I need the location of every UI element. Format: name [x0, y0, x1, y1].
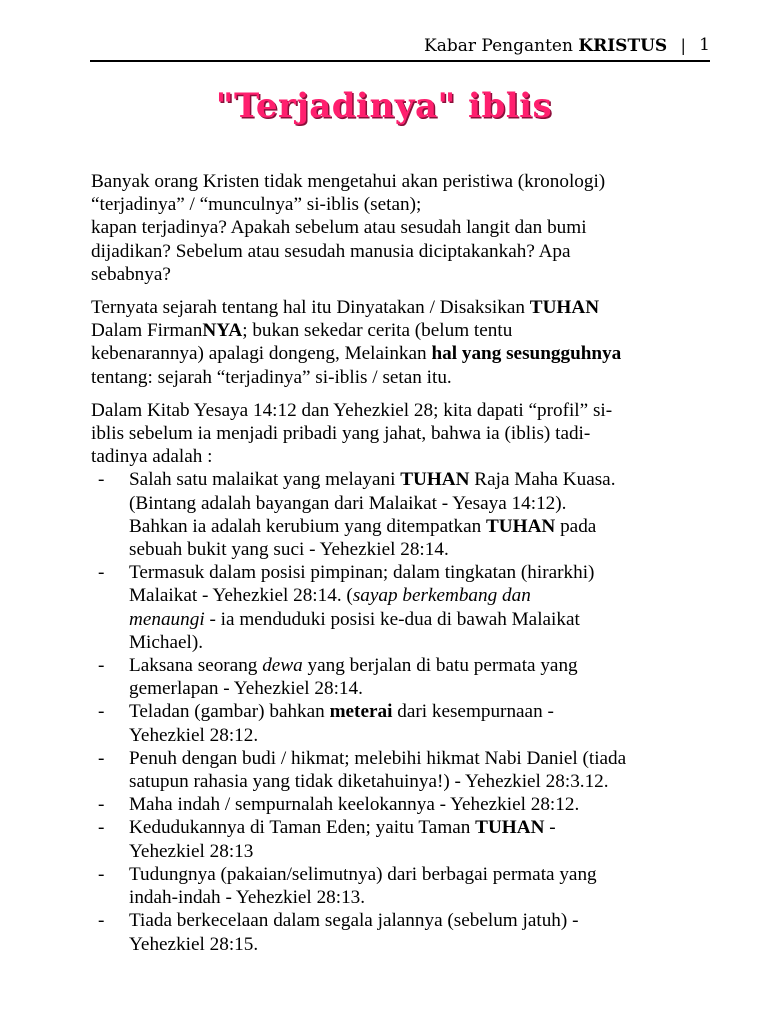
text-span: Dalam Kitab Yesaya 14:12 dan Yehezkiel 28; kita dapati “profil” si-: [91, 399, 613, 421]
text-span: -: [98, 910, 105, 932]
list-item: [91, 816, 708, 862]
text-span: kapan terjadinya? Apakah sebelum atau sesudah langit dan bumi: [91, 217, 587, 239]
text-span: -: [98, 469, 105, 491]
text-span: gemerlapan - Yehezkiel 28:14.: [129, 678, 363, 700]
text-span: TUHAN: [529, 297, 600, 319]
text-span: Malaikat - Yehezkiel 28:14. (: [129, 585, 353, 607]
text-span: Laksana seorang: [129, 655, 263, 677]
text-span: Penuh dengan budi / hikmat; melebihi hikmat Nabi Daniel (tiada: [129, 747, 627, 769]
text-span: Yehezkiel 28:13: [129, 840, 254, 862]
text-span: -: [98, 863, 105, 885]
text-span: Raja Maha Kuasa.: [469, 469, 616, 491]
text-span: Michael).: [129, 631, 204, 653]
text-span: -: [98, 794, 105, 816]
text-span: sebabnya?: [91, 263, 171, 285]
text-span: -: [98, 655, 105, 677]
text-span: indah-indah - Yehezkiel 28:13.: [129, 887, 366, 909]
list-item: [91, 468, 708, 561]
text-span: dari kesempurnaan -: [392, 701, 554, 723]
text-span: Teladan (gambar) bahkan: [129, 701, 330, 723]
text-span: sayap berkembang dan: [352, 585, 531, 607]
list-item: [91, 863, 708, 909]
text-span: kebenarannya) apalagi dongeng, Melainkan: [91, 343, 432, 365]
text-span: -: [98, 817, 105, 839]
text-span: meterai: [329, 701, 393, 723]
text-span: tentang: sejarah “terjadinya” si-iblis / setan itu.: [91, 366, 452, 388]
list-item: [91, 561, 708, 654]
paragraph-profile: [91, 399, 708, 469]
running-header: [90, 30, 710, 62]
list-item: [91, 747, 708, 793]
text-span: Kedudukannya di Taman Eden; yaitu Taman: [129, 817, 476, 839]
text-span: TUHAN: [400, 469, 470, 491]
header-separator: |: [681, 34, 686, 55]
text-span: Maha indah / sempurnalah keelokannya - Yehezkiel 28:12.: [129, 794, 580, 816]
text-span: -: [544, 817, 556, 839]
header-title: [424, 35, 667, 56]
text-span: Banyak orang Kristen tidak mengetahui akan peristiwa (kronologi): [91, 171, 606, 192]
text-span: sebuah bukit yang suci - Yehezkiel 28:14.: [129, 539, 449, 561]
text-span: Yehezkiel 28:15.: [129, 933, 259, 955]
text-span: (Bintang adalah bayangan dari Malaikat - Yesaya 14:12).: [129, 492, 567, 514]
text-span: Yehezkiel 28:12.: [129, 724, 259, 746]
paragraph-intro: [91, 170, 708, 286]
document-body: [91, 170, 708, 956]
text-span: hal yang sesungguhnya: [431, 343, 622, 365]
page-number: 1: [699, 35, 710, 55]
text-span: iblis sebelum ia menjadi pribadi yang jahat, bahwa ia (iblis) tadi-: [91, 423, 591, 445]
text-span: satupun rahasia yang tidak diketahuinya!) - Yehezkiel 28:3.12.: [129, 771, 609, 793]
text-span: Tiada berkecelaan dalam segala jalannya (sebelum jatuh) -: [129, 910, 579, 932]
text-span: KRISTUS: [578, 35, 668, 56]
profile-list: [91, 468, 708, 955]
text-span: -: [98, 747, 105, 769]
text-span: TUHAN: [475, 817, 545, 839]
text-span: TUHAN: [485, 515, 556, 537]
text-span: ; bukan sekedar cerita (belum tentu: [242, 320, 513, 342]
text-span: menaungi: [129, 608, 205, 630]
text-span: -: [98, 701, 105, 723]
list-item: [91, 909, 708, 955]
text-span: NYA: [202, 320, 243, 342]
text-span: pada: [555, 515, 597, 537]
text-span: Salah satu malaikat yang melayani: [129, 469, 401, 491]
paragraph-history: [91, 296, 708, 389]
text-span: Kabar Penganten: [424, 35, 579, 56]
list-item: [91, 793, 708, 816]
text-span: - ia menduduki posisi ke-dua di bawah Malaikat: [204, 608, 580, 630]
list-item: [91, 654, 708, 700]
text-span: Tudungnya (pakaian/selimutnya) dari berbagai permata yang: [129, 863, 597, 885]
list-item: [91, 700, 708, 746]
document-title: "Terjadinya" iblis: [215, 86, 553, 126]
text-span: Termasuk dalam posisi pimpinan; dalam tingkatan (hirarkhi): [129, 562, 595, 584]
text-span: Dalam Firman: [91, 320, 203, 342]
text-span: “terjadinya” / “munculnya” si-iblis (setan);: [91, 194, 422, 216]
text-span: Bahkan ia adalah kerubium yang ditempatkan: [129, 515, 486, 537]
text-span: dijadikan? Sebelum atau sesudah manusia diciptakankah? Apa: [91, 240, 571, 262]
text-span: Ternyata sejarah tentang hal itu Dinyatakan / Disaksikan: [91, 297, 530, 319]
text-span: dewa: [262, 655, 303, 677]
text-span: tadinya adalah :: [91, 446, 213, 468]
text-span: -: [98, 562, 105, 584]
text-span: yang berjalan di batu permata yang: [302, 655, 578, 677]
